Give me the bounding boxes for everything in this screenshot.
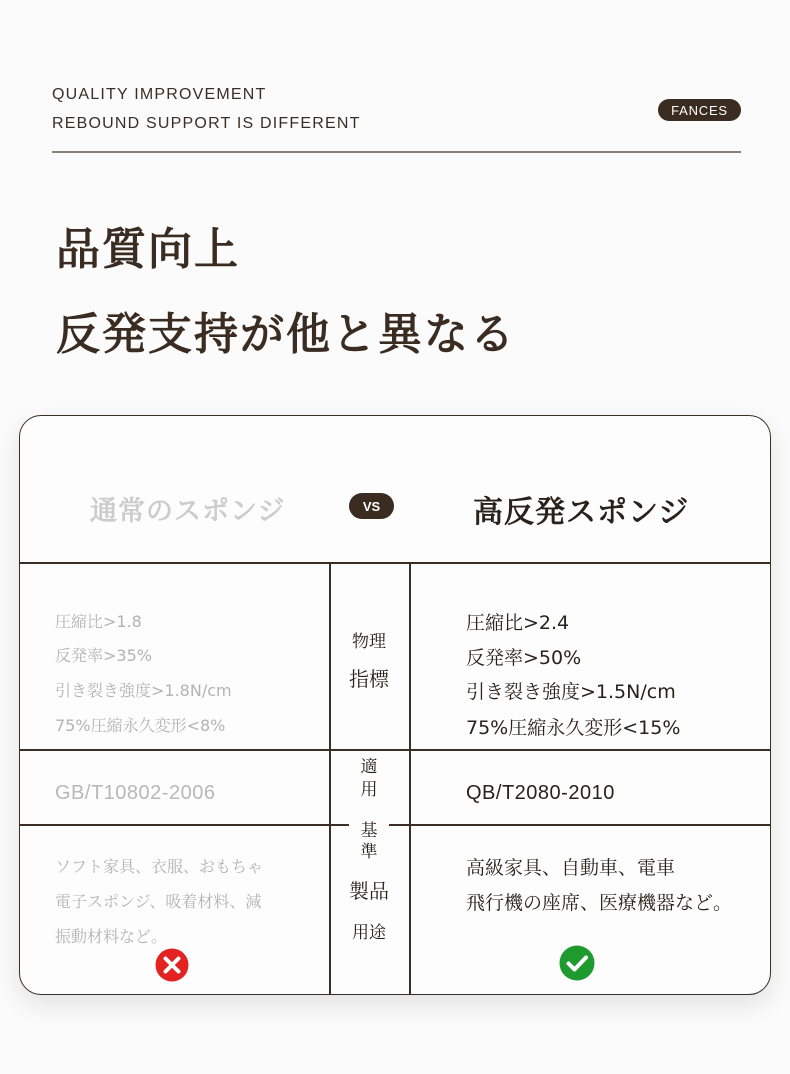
comparison-card (19, 415, 771, 995)
vs-badge: VS (349, 493, 394, 519)
header-en-line-1: QUALITY IMPROVEMENT (52, 86, 267, 103)
usage-right-line: 飛行機の座席、医療機器など。 (466, 892, 733, 914)
standard-label-char-4: 準 (360, 842, 378, 862)
physical-label-line-2: 指標 (349, 667, 389, 691)
header-divider (52, 151, 741, 153)
brand-badge: FANCES (658, 99, 741, 121)
physical-right-item: 引き裂き強度>1.5N/cm (466, 681, 676, 703)
usage-right-line: 高級家具、自動車、電車 (466, 857, 676, 879)
physical-left-item: 引き裂き強度>1.8N/cm (55, 681, 232, 700)
physical-right-item: 圧縮比>2.4 (466, 612, 570, 634)
usage-label-line-1: 製品 (349, 879, 389, 903)
physical-row-divider (20, 749, 771, 751)
right-column-divider (409, 562, 411, 995)
red-x-icon (155, 948, 189, 982)
standard-row-divider (20, 824, 771, 826)
standard-label-char-2: 用 (360, 780, 378, 800)
physical-left-item: 75%圧縮永久変形<8% (55, 716, 226, 735)
standard-left-value: GB/T10802-2006 (55, 782, 216, 804)
headline-line-2: 反発支持が他と異なる (56, 309, 516, 360)
standard-label-char-1: 適 (360, 757, 378, 777)
physical-right-item: 反発率>50% (466, 647, 582, 669)
usage-label-line-2: 用途 (352, 923, 386, 943)
standard-label-char-3: 基 (349, 816, 389, 841)
headline-line-1: 品質向上 (56, 224, 240, 275)
left-column-title: 通常のスポンジ (90, 496, 286, 527)
physical-label-line-1: 物理 (352, 632, 386, 652)
physical-left-item: 圧縮比>1.8 (55, 612, 142, 631)
header-en-line-2: REBOUND SUPPORT IS DIFFERENT (52, 115, 361, 132)
usage-left-line: ソフト家具、衣服、おもちゃ (55, 857, 264, 876)
physical-right-item: 75%圧縮永久変形<15% (466, 717, 681, 739)
usage-left-line: 振動材料など。 (55, 927, 168, 946)
standard-right-value: QB/T2080-2010 (466, 782, 615, 804)
physical-left-item: 反発率>35% (55, 646, 152, 665)
usage-left-line: 電子スポンジ、吸着材料、減 (55, 892, 262, 911)
header-row-divider (20, 562, 771, 564)
right-column-title: 高反発スポンジ (473, 495, 690, 530)
green-check-icon (559, 945, 595, 981)
